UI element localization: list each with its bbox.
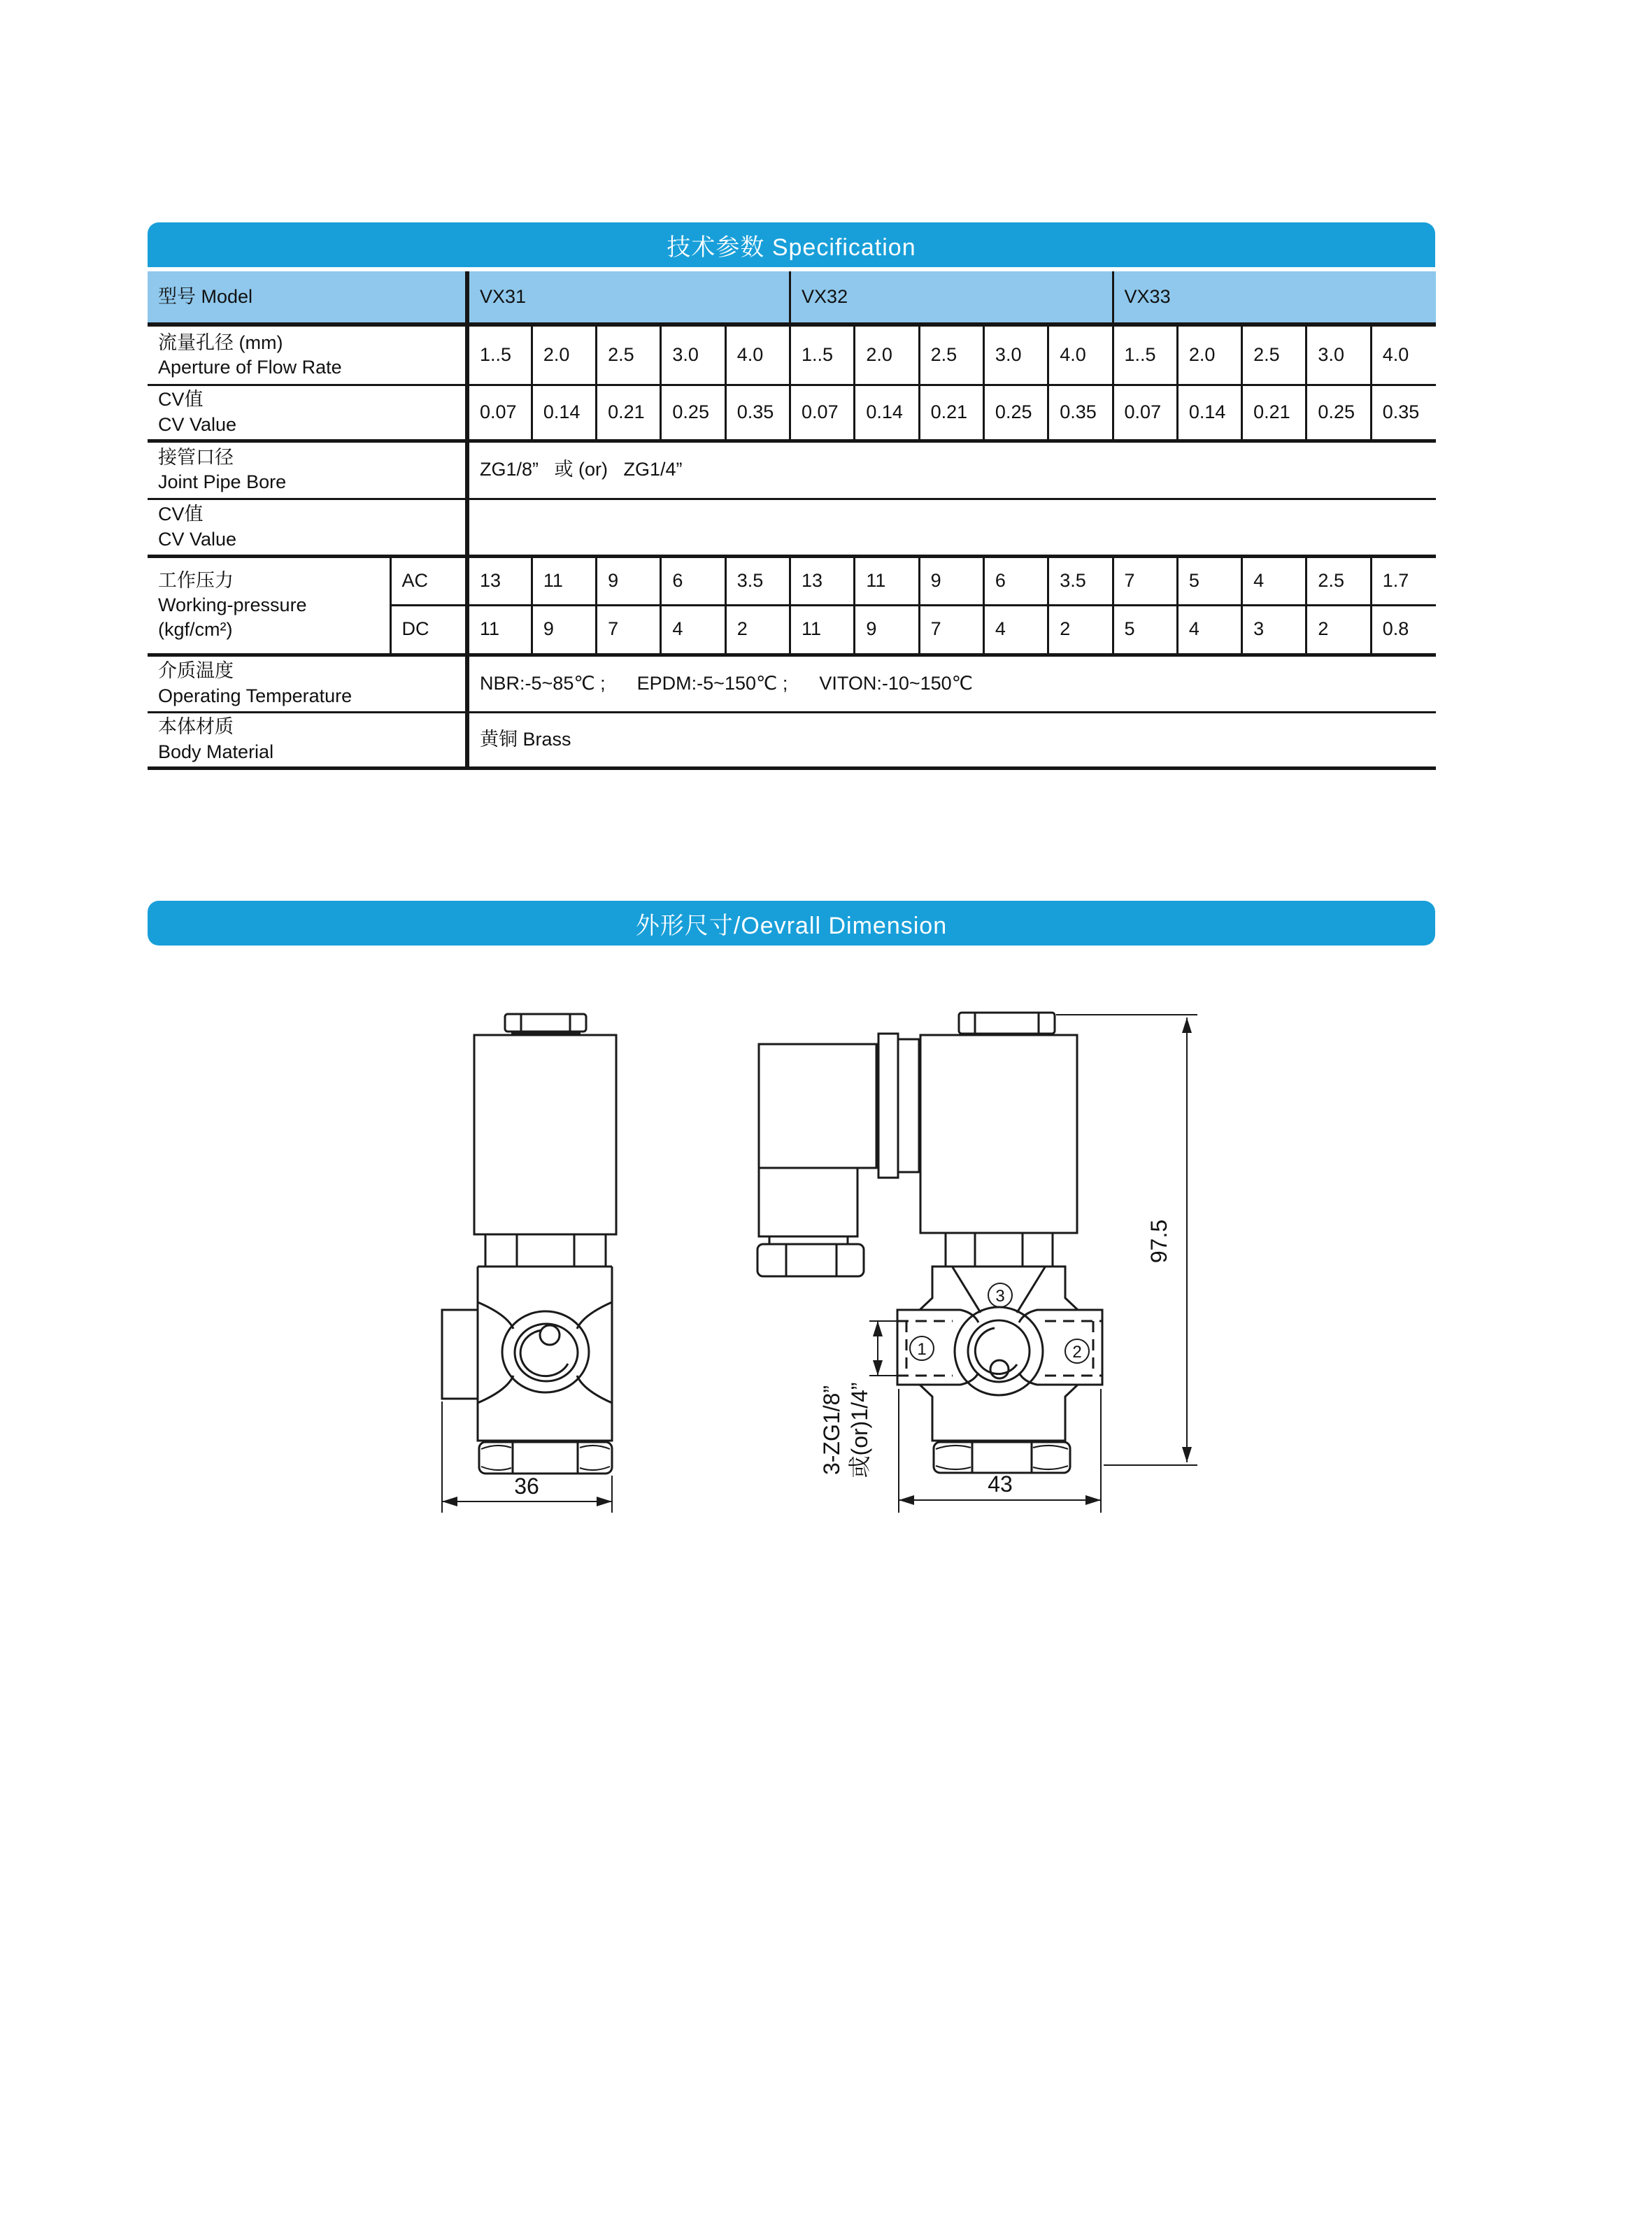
cv-row <box>148 385 1436 441</box>
port-thread-note-line2: 或(or)1/4” <box>847 1382 872 1478</box>
aperture-label-en: Aperture of Flow Rate <box>158 356 342 378</box>
pressure-dc-value: 2 <box>725 605 790 655</box>
pressure-dc-value: 5 <box>1113 605 1177 655</box>
front-coil-body <box>920 1035 1077 1233</box>
side-bottom-nut <box>479 1442 612 1474</box>
port-2-label: 2 <box>1072 1343 1082 1362</box>
aperture-value: 2.0 <box>1177 324 1241 385</box>
pressure-ac-value: 9 <box>919 556 983 605</box>
pressure-row-label <box>148 556 390 655</box>
temperature-row-label <box>148 655 467 712</box>
side-top-nut <box>505 1014 586 1032</box>
pressure-ac-value: 11 <box>855 556 919 605</box>
aperture-value: 3.0 <box>1306 324 1371 385</box>
pressure-ac-value: 3.5 <box>1048 556 1113 605</box>
cv-row-label <box>148 385 467 441</box>
pressure-dc-value: 11 <box>790 605 855 655</box>
aperture-value: 3.0 <box>661 324 725 385</box>
pressure-dc-value: 4 <box>1177 605 1241 655</box>
front-width-dim-label: 43 <box>988 1471 1013 1497</box>
cv-empty-row <box>148 499 1436 556</box>
valve-side-view-drawing <box>420 985 643 1537</box>
aperture-value: 1..5 <box>1113 324 1177 385</box>
aperture-value: 4.0 <box>725 324 790 385</box>
side-port-boss-inner <box>515 1324 578 1381</box>
pressure-dc-value: 7 <box>597 605 661 655</box>
joint-label-zh: 接管口径 <box>158 446 234 468</box>
side-valve-body <box>478 1267 612 1441</box>
joint-row <box>148 441 1436 499</box>
pressure-dc-value: 11 <box>467 605 532 655</box>
pressure-dc-value: 9 <box>855 605 919 655</box>
cv-value: 0.21 <box>597 385 661 441</box>
aperture-value: 2.5 <box>597 324 661 385</box>
cv-value: 0.14 <box>1177 385 1241 441</box>
joint-label-en: Joint Pipe Bore <box>158 471 287 492</box>
pressure-ac-value: 2.5 <box>1306 556 1371 605</box>
cv-value: 0.07 <box>790 385 855 441</box>
material-label-zh: 本体材质 <box>158 716 234 738</box>
pressure-label-unit: (kgf/cm²) <box>158 619 233 641</box>
model-vx33: VX33 <box>1113 271 1435 324</box>
cv-value: 0.21 <box>919 385 983 441</box>
pressure-ac-value: 5 <box>1177 556 1241 605</box>
pressure-ac-row <box>148 556 1436 605</box>
cv-empty-row-label <box>148 499 467 556</box>
aperture-value: 3.0 <box>983 324 1048 385</box>
cv-label-en: CV Value <box>158 413 237 435</box>
side-port-block <box>442 1310 478 1399</box>
front-height-dim-label: 97.5 <box>1146 1219 1172 1264</box>
pressure-ac-value: 1.7 <box>1371 556 1435 605</box>
side-coil-body <box>474 1035 616 1234</box>
pressure-ac-label: AC <box>390 556 467 605</box>
pressure-dc-value: 2 <box>1048 605 1113 655</box>
pressure-dc-value: 4 <box>983 605 1048 655</box>
valve-front-view-drawing <box>734 985 1224 1537</box>
pressure-ac-value: 13 <box>790 556 855 605</box>
front-bottom-nut <box>934 1442 1070 1473</box>
joint-value: ZG1/8” 或 (or) ZG1/4” <box>467 441 1436 499</box>
pressure-dc-value: 4 <box>661 605 725 655</box>
pressure-ac-value: 9 <box>597 556 661 605</box>
material-label-en: Body Material <box>158 741 274 762</box>
pressure-dc-value: 2 <box>1306 605 1371 655</box>
aperture-value: 1..5 <box>790 324 855 385</box>
joint-row-label <box>148 441 467 499</box>
cv-value: 0.35 <box>1048 385 1113 441</box>
pressure-ac-value: 6 <box>661 556 725 605</box>
cv-value: 0.25 <box>983 385 1048 441</box>
pressure-ac-value: 4 <box>1242 556 1306 605</box>
model-vx31: VX31 <box>467 271 790 324</box>
port-thread-note-line1: 3-ZG1/8” <box>819 1385 844 1476</box>
material-row <box>148 712 1436 768</box>
cv-value: 0.14 <box>855 385 919 441</box>
pressure-dc-value: 9 <box>532 605 596 655</box>
aperture-value: 1..5 <box>467 324 532 385</box>
temperature-value: NBR:-5~85℃ ; EPDM:-5~150℃ ; VITON:-10~150℃ <box>467 655 1436 712</box>
aperture-value: 4.0 <box>1371 324 1435 385</box>
port-1-label: 1 <box>917 1340 927 1359</box>
side-width-dim-label: 36 <box>514 1474 539 1499</box>
cv-value: 0.35 <box>1371 385 1435 441</box>
front-cable-gland-nut <box>757 1244 864 1276</box>
aperture-value: 4.0 <box>1048 324 1113 385</box>
pressure-dc-value: 0.8 <box>1371 605 1435 655</box>
cv-empty-label-zh: CV值 <box>158 504 204 525</box>
cv-label-zh: CV值 <box>158 389 204 411</box>
aperture-value: 2.5 <box>919 324 983 385</box>
front-connector-spacer <box>898 1039 919 1172</box>
spec-table <box>148 271 1436 770</box>
material-row-label <box>148 712 467 768</box>
aperture-value: 2.0 <box>855 324 919 385</box>
temperature-label-zh: 介质温度 <box>158 660 234 682</box>
spec-section-title: 技术参数 Specification <box>667 234 916 261</box>
pressure-label-zh: 工作压力 <box>158 569 234 591</box>
pressure-dc-value: 7 <box>919 605 983 655</box>
side-pilot-hole <box>540 1325 560 1345</box>
aperture-row <box>148 324 1436 385</box>
pressure-ac-value: 11 <box>532 556 596 605</box>
model-row <box>148 271 1436 324</box>
material-value: 黄铜 Brass <box>467 712 1436 768</box>
aperture-value: 2.0 <box>532 324 596 385</box>
front-top-nut <box>959 1013 1055 1034</box>
pressure-ac-value: 6 <box>983 556 1048 605</box>
front-connector-lower <box>759 1168 857 1236</box>
aperture-label-zh: 流量孔径 (mm) <box>158 331 283 353</box>
pressure-label-en: Working-pressure <box>158 594 307 615</box>
model-vx32: VX32 <box>790 271 1113 324</box>
temperature-row <box>148 655 1436 712</box>
cv-value: 0.25 <box>1306 385 1371 441</box>
front-connector-plate <box>878 1034 898 1178</box>
cv-value: 0.14 <box>532 385 596 441</box>
aperture-value: 2.5 <box>1242 324 1306 385</box>
cv-value: 0.07 <box>1113 385 1177 441</box>
spec-section-header <box>148 222 1435 267</box>
aperture-row-label <box>148 324 467 385</box>
cv-value: 0.07 <box>467 385 532 441</box>
model-row-label: 型号 Model <box>148 271 467 324</box>
front-connector-body <box>759 1044 876 1168</box>
pressure-dc-label: DC <box>390 605 467 655</box>
cv-empty-value <box>467 499 1436 556</box>
front-pilot-hole <box>990 1360 1009 1378</box>
pressure-ac-value: 13 <box>467 556 532 605</box>
cv-empty-label-en: CV Value <box>158 528 237 550</box>
temperature-label-en: Operating Temperature <box>158 685 353 706</box>
pressure-ac-value: 7 <box>1113 556 1177 605</box>
front-port-boss-inner <box>968 1320 1030 1382</box>
pressure-dc-value: 3 <box>1242 605 1306 655</box>
dimension-section-header <box>148 901 1435 946</box>
cv-value: 0.35 <box>725 385 790 441</box>
dimension-section-title: 外形尺寸/Oevrall Dimension <box>635 912 948 939</box>
cv-value: 0.21 <box>1242 385 1306 441</box>
pressure-ac-value: 3.5 <box>725 556 790 605</box>
cv-value: 0.25 <box>661 385 725 441</box>
port-3-label: 3 <box>995 1287 1005 1306</box>
